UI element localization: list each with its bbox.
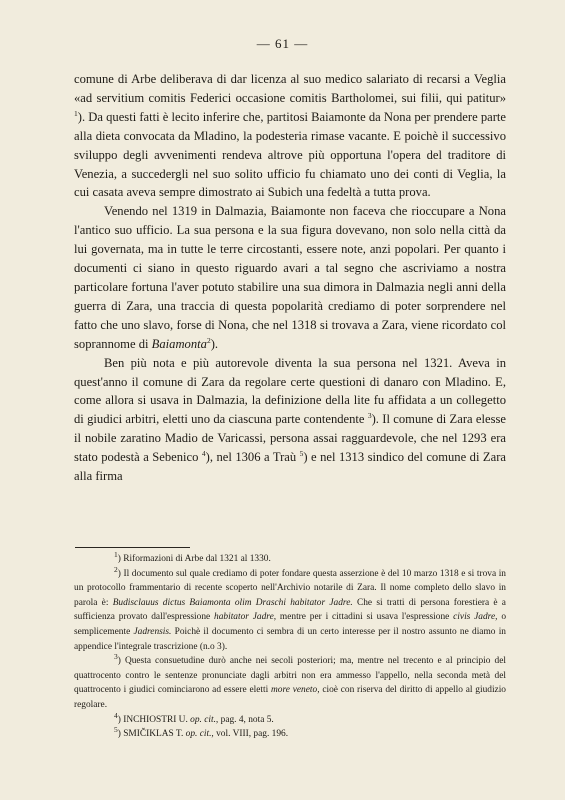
footnote-5 [74,727,506,742]
text: Ben più nota e più autorevole diventa la sua persona nel 1321. Aveva in quest'anno il comune di Zara da regolare certe questioni di danaro con Mladino. E, come allora si usava in Dalmazia, la definizione della lite fu affidata a un collegetto di giudici arbitri, eletti uno da ciascuna parte contendente [74,355,506,427]
text: ) Il documento sul quale crediamo di poter fondare questa asserzione è del 10 marzo 1318 e si trova in un protocollo frammentario di recente scoperto nell'Archivio notarile di Zara. Il nome completo dello slavo in parola è: [74,568,506,608]
footnote-mark: 2 [114,564,118,574]
footnote-2 [74,564,507,655]
page-number: — 61 — [256,36,309,51]
text: ) Questa consuetudine durò anche nei secoli posteriori; ma, mentre nel trecento e al principio del quattrocento contro le sentenze pronunciate dagli arbitri non era ammesso l'appello, nella seconda metà del quattrocento i giudici cominciarono ad essere eletti [74,656,506,696]
text: o semplicemente [74,612,507,637]
body-text [74,70,506,486]
paragraph-2 [74,202,506,353]
text: ). Da questi fatti è lecito inferire che, partitosi Baiamonte da Nona per prendere parte alla dieta convocata da Mladino, la podesteria rimase vacante. E poichè il successivo sviluppo degli avvenimenti rendeva altrove più opportuna l'opera del traditore di Venezia, a succedergli nel suo solito ufficio fu chiamato uno dei conti di Veglia, la cui casata aveva sempre dimostrato ai Subich una fedeltà a tutta prova. [74,109,506,200]
footnote-mark: 5 [114,725,118,734]
footnote-1 [74,549,506,567]
italic-term: Jadrensis. [133,626,172,637]
footnote-mark: 3 [114,652,118,662]
footnote-4 [74,710,506,728]
text: Venendo nel 1319 in Dalmazia, Baiamonte non faceva che rioccupare a Nona l'antico suo ufficio. La sua persona e la sua figura dovevano, non solo nella città da lui governata, ma in tutte le terre circostanti, essere note, anzi popolari. Per quanto i documenti ci siano in questo riguardo avari a tal segno che ascriviamo a nostra particolare fortuna l'aver potuto stabilire una sua dimora in Dalmazia negli anni della guerra di Zara, una traccia di questa popolarità crediamo di poter sorprendere nel fatto che uno slavo, forse di Nona, che nel 1318 si trovava a Zara, viene ricordato col soprannome di [74,204,506,351]
footnote-ref-3[interactable]: 3 [367,411,372,421]
footnote-mark: 1 [114,549,118,559]
italic-term: Budisclauus dictus Baiamonta olim Draschi habitator Jadre. [112,597,353,608]
text: comune di Arbe deliberava di dar licenza al suo medico salariato di recarsi a Veglia «ad servitium comitis Federici occasione comitis Bartholomei, sui filii, qui patitur» [74,72,506,105]
italic-term: op. cit., [190,714,219,725]
text: Che si tratti di persona forestiera è a sufficienza provato dall'espressione [74,597,506,623]
footnote-ref-1[interactable]: 1 [74,108,78,118]
text: Poichè il documento ci sembra di un certo interesse per il nostro assunto ne diamo in appendice l'integrale trascrizione (n.o 3). [74,626,506,652]
text: ) INCHIOSTRI U. [117,714,191,725]
footnote-mark: 4 [114,710,118,720]
italic-term: op. cit., [185,729,214,740]
italic-term: more veneto, [271,685,320,696]
paragraph-3 [74,354,506,486]
footnotes [74,549,507,742]
text: ) Riformazioni di Arbe dal 1321 al 1330. [117,554,271,564]
footnote-ref-4[interactable]: 4 [201,448,206,458]
text: mentre per i cittadini si usava l'espressione [276,612,454,623]
footnote-ref-2[interactable]: 2 [206,335,211,345]
text: ) e nel 1313 sindico del comune di Zara alla firma [74,450,506,484]
text: cioè con riserva del diritto di appello al giudizio regolare. [74,685,506,710]
italic-term: Baiamonta [151,336,207,351]
paragraph-1 [74,70,506,202]
text: vol. VIII, pag. 196. [213,729,289,740]
footnote-3 [74,654,506,712]
italic-term: civis Jadre, [453,612,498,623]
text: ), nel 1306 a Traù [205,450,300,465]
text: ). Il comune di Zara elesse il nobile zaratino Madio de Varicassi, persona assai ragguardevole, che nel 1293 era stato podestà a Sebenico [74,412,507,465]
text: ) SMIČIKLAS T. [117,729,186,740]
footnote-divider [75,547,190,548]
text: ). [210,336,219,351]
footnote-ref-5[interactable]: 5 [299,448,304,458]
italic-term: habitator Jadre, [214,612,277,623]
text: pag. 4, nota 5. [218,714,274,725]
